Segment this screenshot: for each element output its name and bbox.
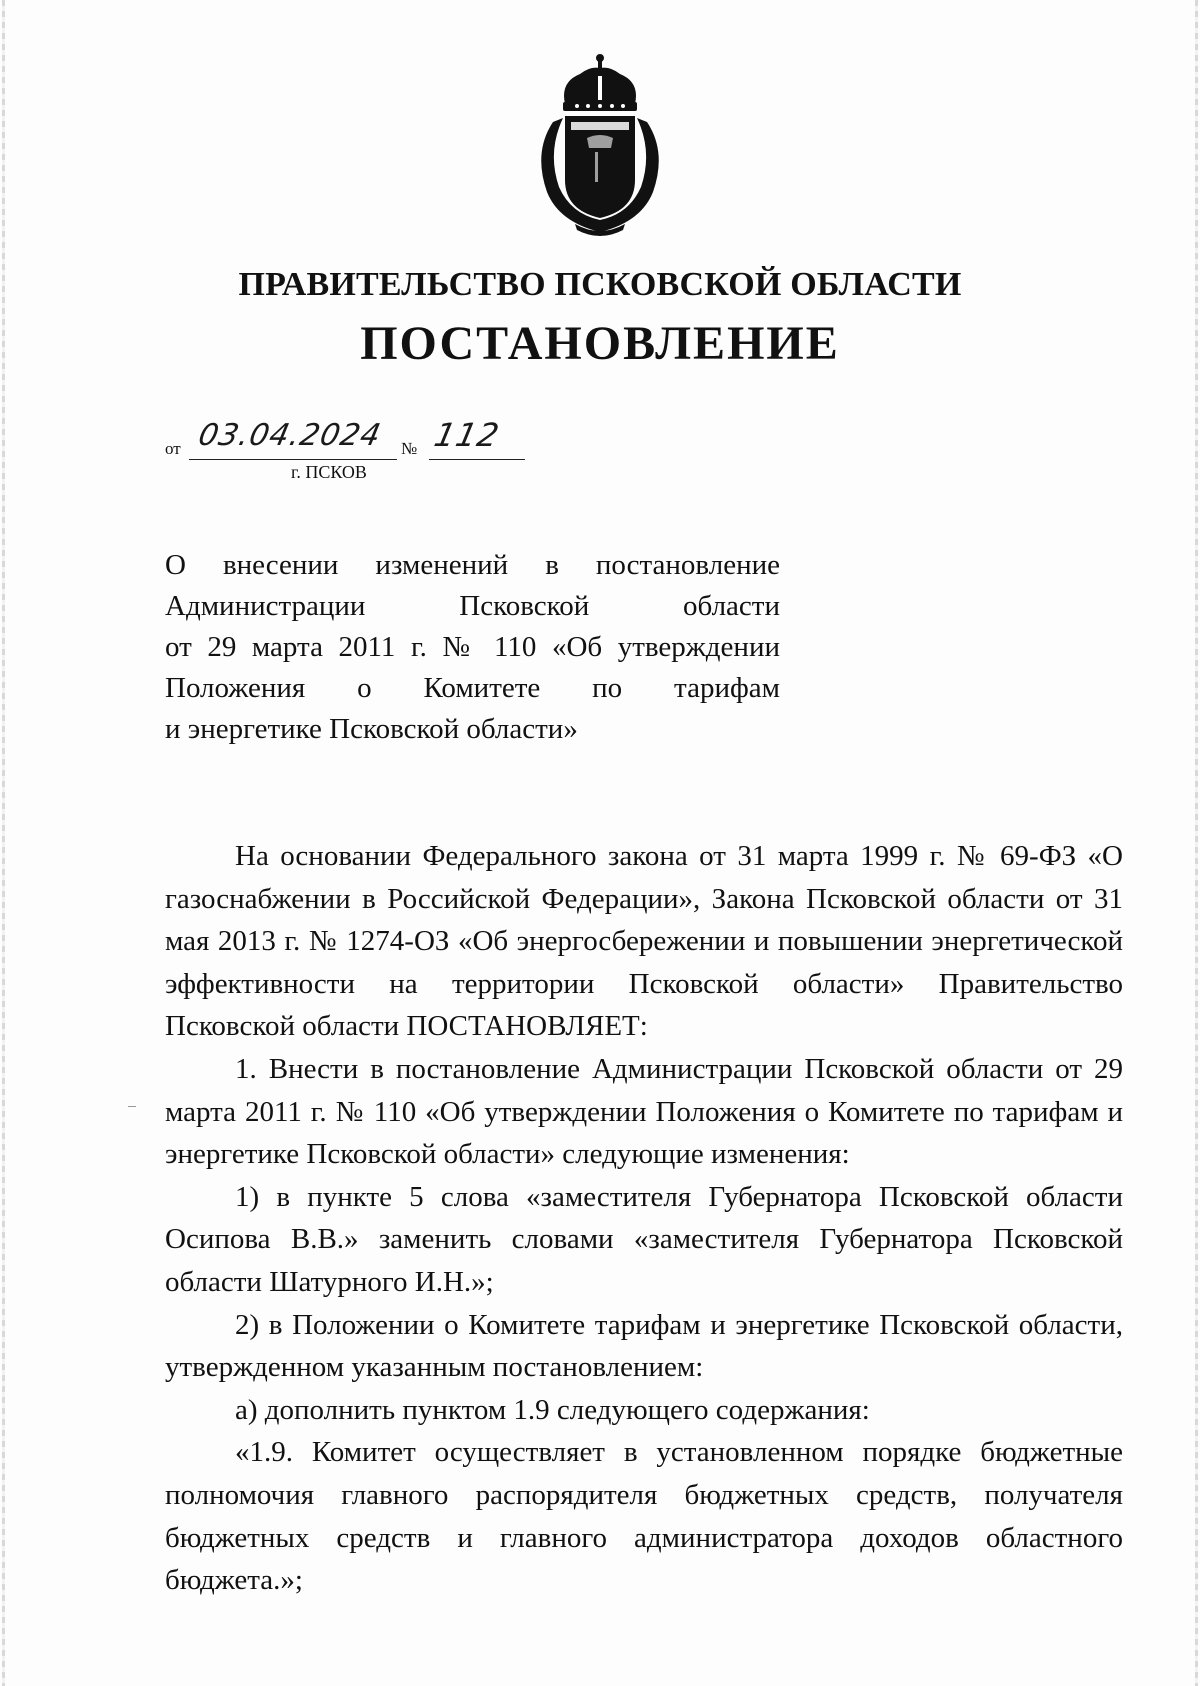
scan-edge-right (1195, 0, 1198, 1686)
date-label: от (165, 439, 181, 458)
scan-edge-left (2, 0, 5, 1686)
organization-title: ПРАВИТЕЛЬСТВО ПСКОВСКОЙ ОБЛАСТИ (238, 266, 962, 303)
city-label: г. ПСКОВ (291, 462, 367, 482)
subject-line: от 29 марта 2011 г. № 110 «Об утверждении (165, 631, 780, 663)
date-underline (189, 459, 397, 460)
body-paragraph: 1. Внести в постановление Администрации Псковской области от 29 марта 2011 г. № 110 «Об утверждении Положения о Комитете по тарифам и энергетике Псковской области» следующие изменения: (165, 1052, 1123, 1171)
body-paragraph: а) дополнить пунктом 1.9 следующего содержания: (235, 1393, 870, 1426)
body-paragraph: «1.9. Комитет осуществляет в установленном порядке бюджетные полномочия главного распорядителя бюджетных средств, получателя бюджетных средств и главного администратора доходов областного бюджета.»; (165, 1436, 1123, 1597)
margin-mark (128, 1106, 136, 1107)
body-paragraph: 2) в Положении о Комитете тарифам и энергетике Псковской области, утвержденном указанным постановлением: (165, 1308, 1123, 1384)
document-subject (165, 545, 780, 750)
subject-line: О внесении изменений в постановление (165, 549, 780, 581)
body-paragraph: На основании Федерального закона от 31 марта 1999 г. № 69-ФЗ «О газоснабжении в Российской Федерации», Закона Псковской области от 31 мая 2013 г. № 1274-ОЗ «Об энергосбережении и повышении энергетической эффективности на территории Псковской области» Правительство Псковской области ПОСТАНОВЛЯЕТ: (165, 840, 1123, 1043)
document-type-title: ПОСТАНОВЛЕНИЕ (360, 317, 840, 370)
number-underline (429, 459, 525, 460)
body-paragraph: 1) в пункте 5 слова «заместителя Губернатора Псковской области Осипова В.В.» заменить словами «заместителя Губернатора Псковской области Шатурного И.Н.»; (165, 1180, 1123, 1298)
subject-line: Положения о Комитете по тарифам (165, 672, 780, 704)
number-label: № (401, 439, 418, 458)
handwritten-number: 112 (430, 416, 504, 454)
dateline (165, 416, 565, 482)
subject-line: Администрации Псковской области (165, 590, 780, 622)
handwritten-date: 03.04.2024 (195, 418, 385, 453)
subject-line: и энергетике Псковской области» (165, 713, 578, 745)
document-body (165, 835, 1123, 1602)
coat-of-arms-icon (525, 52, 675, 237)
